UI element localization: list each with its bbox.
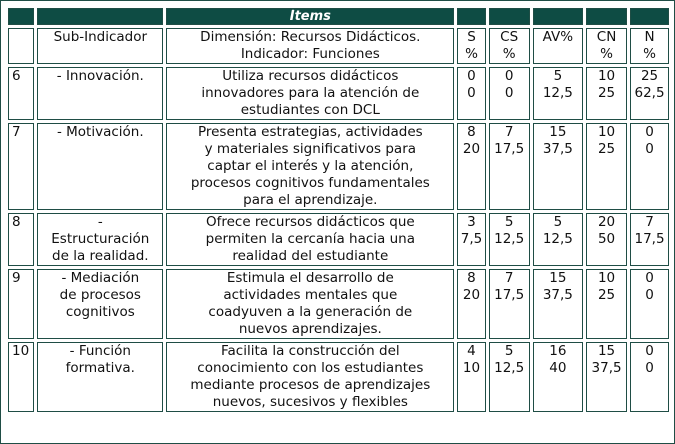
value-av	[533, 213, 583, 266]
header-cell-blank-4	[489, 8, 530, 25]
value-count: 4	[467, 343, 476, 359]
description-line: mediante procesos de aprendizajes	[190, 377, 431, 393]
description-line: Estimula el desarrollo de	[226, 270, 394, 286]
col-header-cn-label: CN	[596, 29, 617, 45]
col-header-cs-pct: %	[502, 46, 516, 62]
row-number: 9	[8, 269, 34, 339]
col-header-av: AV%	[533, 28, 583, 64]
value-pct: 0	[645, 141, 654, 157]
value-pct: 0	[645, 360, 654, 376]
value-s	[457, 269, 485, 339]
description	[166, 342, 454, 412]
sub-indicator-line: -	[97, 214, 103, 230]
col-header-sub-indicador: Sub-Indicador	[37, 28, 163, 64]
description	[166, 269, 454, 339]
col-header-cs	[489, 28, 530, 64]
value-count: 16	[549, 343, 567, 359]
value-count: 8	[467, 124, 476, 140]
value-count: 10	[597, 68, 616, 84]
description-line: captar el interés y la atención,	[207, 158, 414, 174]
value-pct: 12,5	[542, 85, 573, 101]
value-pct: 7,5	[460, 231, 483, 247]
value-count: 5	[553, 214, 563, 230]
value-count: 0	[645, 270, 654, 286]
value-s	[457, 342, 485, 412]
value-av	[533, 123, 583, 210]
value-count: 10	[597, 124, 616, 140]
sub-indicator: - Innovación.	[37, 67, 163, 120]
indicator-line: Indicador: Funciones	[240, 46, 380, 62]
value-av	[533, 67, 583, 120]
value-pct: 0	[645, 287, 654, 303]
description-line: realidad del estudiante	[232, 248, 389, 264]
description	[166, 67, 454, 120]
description-line: Utiliza recursos didácticos	[222, 68, 399, 84]
value-pct: 10	[462, 360, 481, 376]
sub-indicator	[37, 269, 163, 339]
value-pct: 25	[597, 287, 616, 303]
value-pct: 17,5	[494, 287, 525, 303]
description	[166, 213, 454, 266]
header-cell-blank-1	[8, 8, 34, 25]
description-line: nuevos, sucesivos y flexibles	[212, 394, 408, 410]
value-pct: 0	[504, 85, 514, 101]
value-count: 15	[597, 343, 616, 359]
sub-indicator-line: - Mediación	[61, 270, 140, 286]
value-av	[533, 342, 583, 412]
value-s	[457, 123, 485, 210]
sub-indicator-line: formativa.	[65, 360, 135, 376]
value-count: 5	[553, 68, 563, 84]
col-header-n-label: N	[644, 29, 655, 45]
items-table	[5, 5, 672, 415]
value-cs	[489, 342, 530, 412]
value-cn	[586, 213, 627, 266]
value-cs	[489, 67, 530, 120]
value-s	[457, 67, 485, 120]
column-header-row	[8, 28, 669, 64]
value-pct: 50	[597, 231, 616, 247]
value-pct: 37,5	[542, 287, 573, 303]
value-cn	[586, 269, 627, 339]
value-cs	[489, 269, 530, 339]
value-pct: 12,5	[542, 231, 573, 247]
value-pct: 37,5	[542, 141, 573, 157]
value-count: 0	[467, 68, 476, 84]
col-header-s-label: S	[467, 29, 476, 45]
col-header-n-pct: %	[643, 46, 656, 62]
sub-indicator-line: Estructuración	[51, 231, 150, 247]
value-pct: 12,5	[494, 360, 525, 376]
value-count: 3	[467, 214, 476, 230]
value-count: 15	[549, 124, 567, 140]
value-n	[630, 123, 669, 210]
description-line: actividades mentales que	[223, 287, 398, 303]
value-count: 7	[504, 270, 514, 286]
description-line: innovadores para la atención de	[201, 85, 420, 101]
sub-indicator: - Motivación.	[37, 123, 163, 210]
header-row	[8, 8, 669, 25]
description-line: conocimiento con los estudiantes	[197, 360, 424, 376]
value-count: 15	[549, 270, 567, 286]
header-cell-blank-6	[586, 8, 627, 25]
col-header-n	[630, 28, 669, 64]
col-header-cn-pct: %	[600, 46, 613, 62]
value-pct: 25	[597, 85, 616, 101]
value-count: 5	[504, 343, 514, 359]
value-count: 7	[504, 124, 514, 140]
value-pct: 17,5	[634, 231, 665, 247]
description-line: Facilita la construcción del	[221, 343, 400, 359]
value-s	[457, 213, 485, 266]
value-cn	[586, 342, 627, 412]
sub-indicator	[37, 213, 163, 266]
value-n	[630, 67, 669, 120]
description-line: nuevos aprendizajes.	[238, 321, 382, 337]
value-n	[630, 342, 669, 412]
value-pct: 12,5	[494, 231, 525, 247]
description-line: procesos cognitivos fundamentales	[190, 175, 430, 191]
sub-indicator-line: - Función	[69, 343, 131, 359]
value-pct: 17,5	[494, 141, 525, 157]
col-header-num	[8, 28, 34, 64]
row-number: 8	[8, 213, 34, 266]
value-count: 0	[645, 124, 654, 140]
header-cell-blank-2	[37, 8, 163, 25]
description	[166, 123, 454, 210]
value-count: 8	[467, 270, 476, 286]
col-header-dimension	[166, 28, 454, 64]
description-line: estudiantes con DCL	[240, 102, 380, 118]
col-header-cn	[586, 28, 627, 64]
header-cell-blank-3	[457, 8, 485, 25]
row-number: 6	[8, 67, 34, 120]
description-line: Presenta estrategias, actividades	[197, 124, 423, 140]
value-cn	[586, 123, 627, 210]
description-line: Ofrece recursos didácticos que	[205, 214, 415, 230]
value-pct: 40	[549, 360, 567, 376]
value-count: 7	[645, 214, 654, 230]
value-pct: 20	[462, 287, 481, 303]
value-pct: 0	[467, 85, 476, 101]
dimension-line: Dimensión: Recursos Didácticos.	[200, 29, 421, 45]
value-pct: 20	[462, 141, 481, 157]
value-count: 25	[640, 68, 659, 84]
col-header-s	[457, 28, 485, 64]
value-count: 20	[597, 214, 616, 230]
description-line: permiten la cercanía hacia una	[205, 231, 415, 247]
value-count: 0	[645, 343, 654, 359]
description-line: y materiales significativos para	[204, 141, 417, 157]
value-cs	[489, 213, 530, 266]
header-title: Ítems	[166, 8, 454, 25]
table-row	[8, 269, 669, 339]
row-number: 7	[8, 123, 34, 210]
sub-indicator-line: de la realidad.	[52, 248, 149, 264]
value-cs	[489, 123, 530, 210]
row-number: 10	[8, 342, 34, 412]
table-row	[8, 342, 669, 412]
sub-indicator-line: de procesos	[59, 287, 141, 303]
header-cell-blank-5	[533, 8, 583, 25]
sub-indicator	[37, 342, 163, 412]
description-line: coadyuven a la generación de	[208, 304, 413, 320]
col-header-s-pct: %	[465, 46, 478, 62]
table-row	[8, 67, 669, 120]
table-row	[8, 213, 669, 266]
value-pct: 25	[597, 141, 616, 157]
value-pct: 37,5	[591, 360, 622, 376]
value-pct: 62,5	[634, 85, 665, 101]
header-cell-blank-7	[630, 8, 669, 25]
value-n	[630, 269, 669, 339]
table-row	[8, 123, 669, 210]
description-line: para el aprendizaje.	[243, 192, 378, 208]
sub-indicator-line: cognitivos	[65, 304, 135, 320]
value-n	[630, 213, 669, 266]
value-av	[533, 269, 583, 339]
value-count: 10	[597, 270, 616, 286]
value-count: 5	[504, 214, 514, 230]
value-cn	[586, 67, 627, 120]
col-header-cs-label: CS	[500, 29, 519, 45]
value-count: 0	[504, 68, 514, 84]
